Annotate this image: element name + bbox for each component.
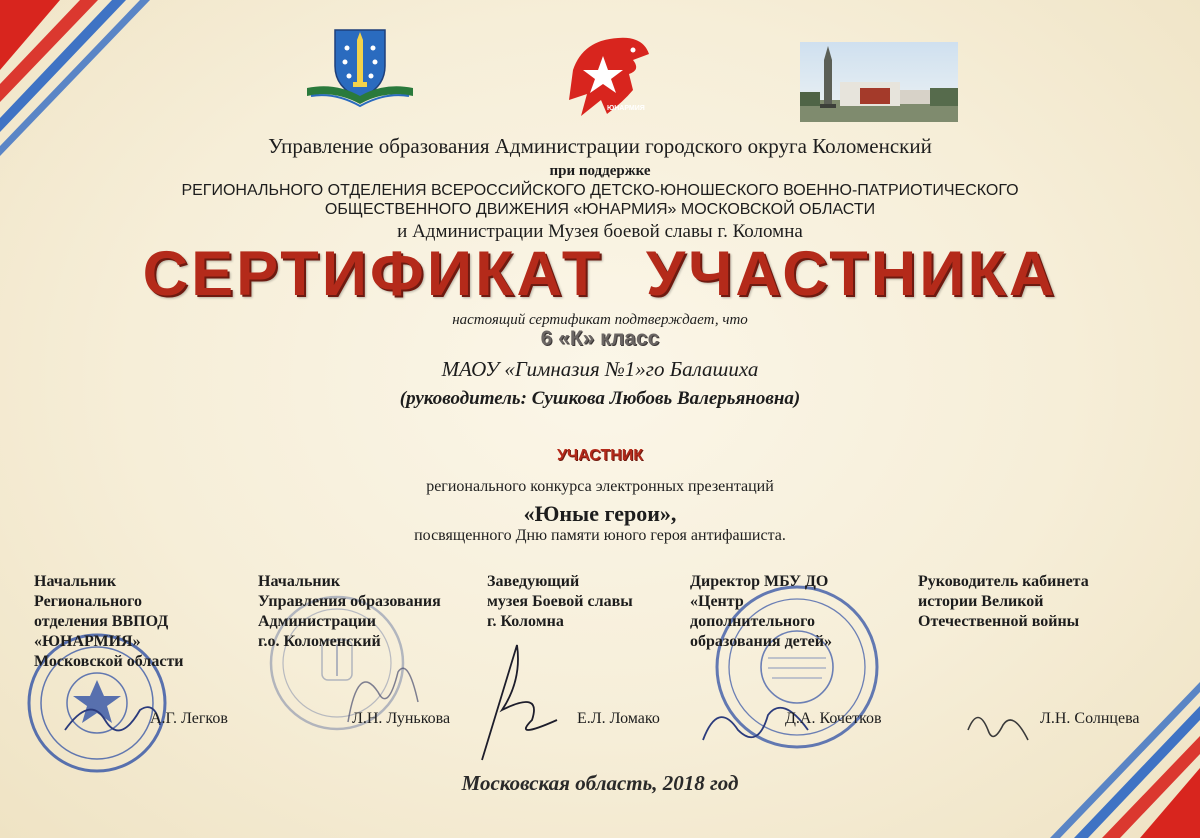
- signatory-2-name: Л.Н. Лунькова: [352, 710, 451, 727]
- museum-administration: и Администрации Музея боевой славы г. Коломна: [397, 221, 803, 242]
- signatory-5-position: [918, 572, 1089, 632]
- support-label: при поддержке: [549, 163, 651, 179]
- signatory-1-line: Московской области: [34, 653, 184, 670]
- signatory-3-name: Е.Л. Ломако: [577, 710, 660, 727]
- signatory-1-name: А.Г. Легков: [150, 710, 228, 727]
- yunarmia-logo-text: ЮНАРМИЯ: [607, 105, 645, 112]
- signatory-4-line: «Центр: [690, 593, 744, 610]
- signatory-2-line: Начальник: [258, 573, 341, 590]
- signature-5-scribble-icon: [958, 700, 1038, 750]
- dedication-text: посвященного Дню памяти юного героя антифашиста.: [414, 527, 786, 544]
- signatory-2-line: Администрации: [258, 613, 376, 630]
- status-label: УЧАСТНИК: [556, 447, 644, 464]
- recipient-school: МАОУ «Гимназия №1»го Балашиха: [441, 357, 759, 381]
- signatory-2-line: г.о. Коломенский: [258, 633, 381, 650]
- signature-3-scribble-icon: [462, 640, 572, 765]
- signatory-2-position: [258, 572, 441, 652]
- signatory-1-line: Регионального: [34, 593, 143, 610]
- signatory-4-position: [690, 572, 832, 652]
- signatory-5-line: Руководитель кабинета: [918, 573, 1089, 590]
- recipient-class: 6 «К» класс: [540, 327, 660, 350]
- signatory-4-line: Директор МБУ ДО: [690, 573, 829, 590]
- signatory-3-line: г. Коломна: [487, 613, 564, 630]
- contest-description: регионального конкурса электронных презентаций: [426, 478, 774, 495]
- signatory-5-name: Л.Н. Солнцева: [1040, 710, 1140, 727]
- recipient-leader: (руководитель: Сушкова Любовь Валерьяновна): [399, 388, 801, 409]
- yunarmia-star-logo-icon: [563, 30, 653, 120]
- regional-line-2: ОБЩЕСТВЕННОГО ДВИЖЕНИЯ «ЮНАРМИЯ» МОСКОВСКОЙ ОБЛАСТИ: [324, 201, 876, 218]
- signatory-4-line: образования детей»: [690, 633, 832, 650]
- signatory-1-line: Начальник: [34, 573, 117, 590]
- regional-branch-text: [0, 181, 1200, 219]
- signatory-5-line: истории Великой: [918, 593, 1044, 610]
- signatory-2-line: Управления образования: [258, 593, 441, 610]
- signatory-1-position: [34, 572, 184, 672]
- certificate-title: СЕРТИФИКАТ УЧАСТНИКА: [142, 239, 1058, 309]
- signatory-1-line: отделения ВВПОД: [34, 613, 169, 630]
- kolomna-coat-of-arms-icon: [305, 26, 415, 108]
- signatory-4-name: Д.А. Кочетков: [785, 710, 882, 727]
- signatory-3-position: [487, 572, 633, 632]
- footer-location-year: Московская область, 2018 год: [461, 771, 739, 795]
- signatory-1-line: «ЮНАРМИЯ»: [34, 633, 141, 650]
- issuer-administration: Управление образования Администрации городского округа Коломенский: [268, 134, 932, 158]
- contest-name: «Юные герои»,: [523, 501, 677, 526]
- signatory-3-line: Заведующий: [487, 573, 580, 590]
- signatory-5-line: Отечественной войны: [918, 613, 1080, 630]
- confirm-text: настоящий сертификат подтверждает, что: [452, 312, 748, 328]
- museum-memorial-photo-icon: [800, 42, 958, 122]
- regional-line-1: РЕГИОНАЛЬНОГО ОТДЕЛЕНИЯ ВСЕРОССИЙСКОГО ДЕТСКО-ЮНОШЕСКОГО ВОЕННО-ПАТРИОТИЧЕСКОГО: [181, 182, 1019, 199]
- signatory-4-line: дополнительного: [690, 613, 815, 630]
- signatory-3-line: музея Боевой славы: [487, 593, 633, 610]
